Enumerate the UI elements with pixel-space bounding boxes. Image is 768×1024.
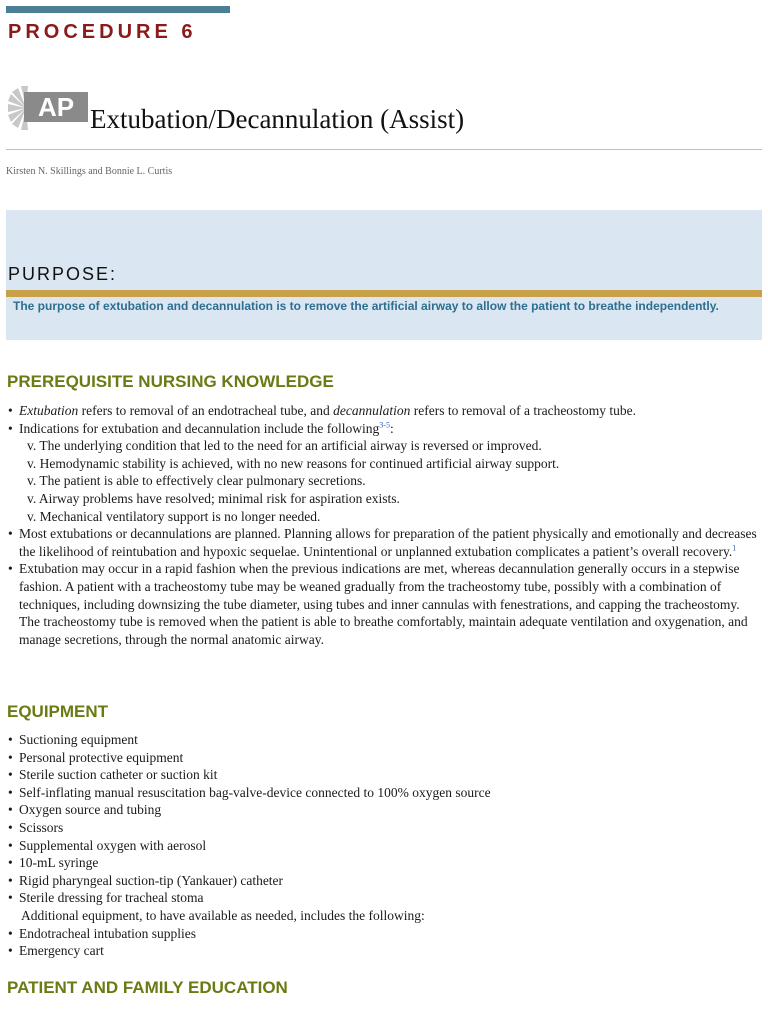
list-item: • Scissors <box>8 819 760 837</box>
purpose-text: The purpose of extubation and decannulation is to remove the artificial airway to allow the patient to breathe independently. <box>13 299 719 313</box>
term-extubation: Extubation <box>19 403 79 418</box>
ap-logo <box>6 84 90 132</box>
list-item: • Suctioning equipment <box>8 731 760 749</box>
reference-link[interactable]: 1 <box>732 543 737 553</box>
list-item: • Supplemental oxygen with aerosol <box>8 837 760 855</box>
equipment-heading: EQUIPMENT <box>7 702 109 721</box>
reference-link[interactable]: 3-5 <box>379 420 390 430</box>
equipment-list <box>8 731 760 960</box>
additional-note: Additional equipment, to have available as needed, includes the following: <box>21 907 425 923</box>
list-item: • Oxygen source and tubing <box>8 801 760 819</box>
purpose-box <box>6 210 762 340</box>
list-item: • Self-inflating manual resuscitation bag-valve-device connected to 100% oxygen source <box>8 784 760 802</box>
ap-logo-text: AP <box>37 92 75 122</box>
sub-list-item: v. Hemodynamic stability is achieved, with no new reasons for continued artificial airway support. <box>27 455 560 471</box>
list-item: • Most extubations or decannulations are planned. Planning allows for preparation of the patient physically and emotionally and decreases the likelihood of reintubation and hypoxic sequelae. Unintentional or unplanned extubation complicates a patient’s overall recovery.$^1$ <box>8 525 760 560</box>
term-decannulation: decannulation <box>333 403 411 418</box>
top-accent-bar <box>6 6 230 13</box>
education-heading: PATIENT AND FAMILY EDUCATION <box>7 978 288 997</box>
purpose-heading: PURPOSE: <box>8 264 118 284</box>
purpose-divider <box>6 290 762 297</box>
list-item: • Indications for extubation and decannulation include the following$^{3-5}$: <box>8 420 760 438</box>
list-item: • Emergency cart <box>8 942 760 960</box>
prerequisite-heading: PREREQUISITE NURSING KNOWLEDGE <box>7 372 334 391</box>
list-item: • Sterile dressing for tracheal stoma <box>8 889 760 907</box>
authors: Kirsten N. Skillings and Bonnie L. Curtis <box>6 166 173 177</box>
sub-list-item: v. The patient is able to effectively clear pulmonary secretions. <box>27 473 366 489</box>
page-title: Extubation/Decannulation (Assist) <box>90 104 465 134</box>
sub-list-item: v. Airway problems have resolved; minimal risk for aspiration exists. <box>27 490 400 506</box>
sub-list-item: v. The underlying condition that led to the need for an artificial airway is reversed or improved. <box>27 438 542 454</box>
list-item: • Extubation refers to removal of an endotracheal tube, and decannulation refers to removal of a tracheostomy tube. <box>8 402 760 420</box>
list-item: • Personal protective equipment <box>8 749 760 767</box>
list-item: • Rigid pharyngeal suction-tip (Yankauer) catheter <box>8 872 760 890</box>
sub-list-item: v. Mechanical ventilatory support is no longer needed. <box>27 508 321 524</box>
list-item: • Endotracheal intubation supplies <box>8 925 760 943</box>
procedure-label: PROCEDURE 6 <box>8 21 197 43</box>
prerequisite-list <box>8 402 760 648</box>
list-item: • 10-mL syringe <box>8 854 760 872</box>
title-divider <box>6 149 762 150</box>
list-item: • Sterile suction catheter or suction kit <box>8 766 760 784</box>
list-item: • Extubation may occur in a rapid fashion when the previous indications are met, whereas decannulation generally occurs in a stepwise fashion. A patient with a tracheostomy tube may be weaned gradually from the tracheostomy tube, possibly with a combination of techniques, including downsizing the tube diameter, using tubes and inner cannulas with fenestrations, and capping the tracheostomy. The tracheostomy tube is removed when the patient is able to breathe comfortably, maintain adequate ventilation and oxygenation, and manage secretions, through the normal anatomic airway. <box>8 560 760 648</box>
